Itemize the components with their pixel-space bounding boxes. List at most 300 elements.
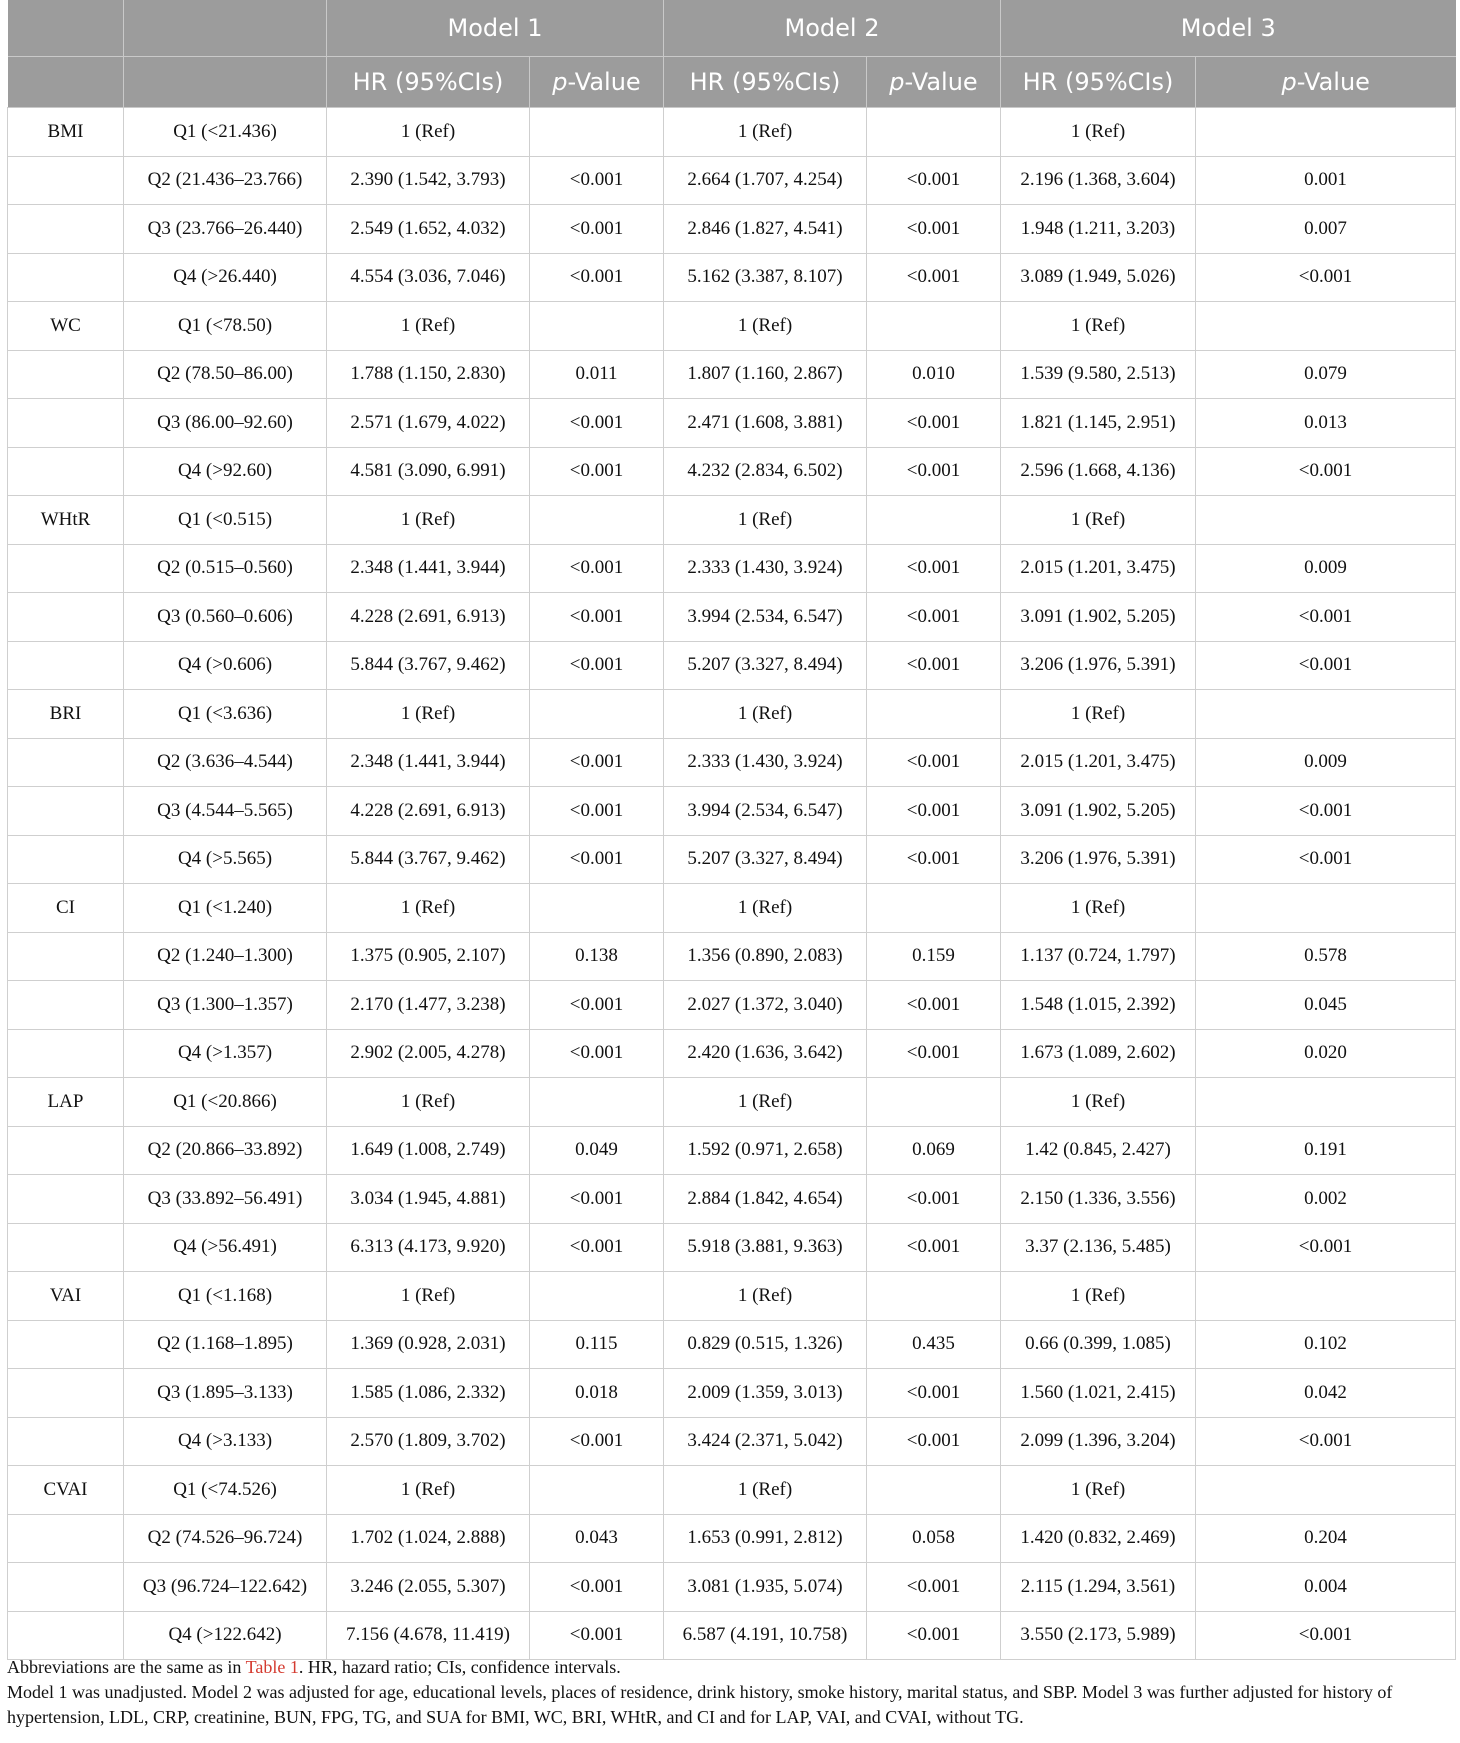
hr-model-3-cell: 1.548 (1.015, 2.392) (1001, 981, 1196, 1030)
hr-model-3-cell: 1.948 (1.211, 3.203) (1001, 205, 1196, 254)
pvalue-model-1-cell: <0.001 (530, 738, 664, 787)
quartile-cell: Q2 (1.240–1.300) (124, 932, 327, 981)
hr-model-1-cell: 1 (Ref) (327, 690, 530, 739)
hr-model-2-cell: 1 (Ref) (664, 690, 867, 739)
abbrev-prefix: Abbreviations are the same as in (7, 1657, 246, 1677)
quartile-cell: Q1 (<1.168) (124, 1272, 327, 1321)
pvalue-model-1-cell: <0.001 (530, 1223, 664, 1272)
header-blank-cell (124, 57, 327, 108)
hr-model-1-cell: 1 (Ref) (327, 302, 530, 351)
pvalue-model-3-cell: 0.013 (1196, 399, 1456, 448)
hr-model-2-cell: 2.420 (1.636, 3.642) (664, 1029, 867, 1078)
pvalue-model-3-cell: <0.001 (1196, 787, 1456, 836)
pvalue-model-1-cell: <0.001 (530, 156, 664, 205)
table-row (8, 108, 1456, 157)
quartile-cell: Q3 (4.544–5.565) (124, 787, 327, 836)
pvalue-model-2-cell (867, 302, 1001, 351)
hr-model-2-cell: 5.207 (3.327, 8.494) (664, 641, 867, 690)
pvalue-model-2-cell: 0.010 (867, 350, 1001, 399)
hr-model-3-cell: 3.091 (1.902, 5.205) (1001, 593, 1196, 642)
hr-model-2-cell: 1 (Ref) (664, 108, 867, 157)
table-row (8, 641, 1456, 690)
index-name-cell (8, 835, 124, 884)
pvalue-model-2-cell: <0.001 (867, 253, 1001, 302)
table-header (8, 0, 1456, 108)
pvalue-model-2-cell (867, 496, 1001, 545)
pvalue-model-3-cell: 0.191 (1196, 1126, 1456, 1175)
quartile-cell: Q3 (1.895–3.133) (124, 1369, 327, 1418)
hr-model-3-cell: 1.42 (0.845, 2.427) (1001, 1126, 1196, 1175)
table-row (8, 1369, 1456, 1418)
pvalue-model-1-cell (530, 1272, 664, 1321)
hr-model-2-cell: 1.592 (0.971, 2.658) (664, 1126, 867, 1175)
hr-model-3-cell: 2.196 (1.368, 3.604) (1001, 156, 1196, 205)
pvalue-model-2-cell: 0.435 (867, 1320, 1001, 1369)
table-row (8, 1223, 1456, 1272)
index-name-cell: BMI (8, 108, 124, 157)
pvalue-model-3-cell: 0.009 (1196, 544, 1456, 593)
index-name-cell: VAI (8, 1272, 124, 1321)
quartile-cell: Q2 (0.515–0.560) (124, 544, 327, 593)
pvalue-model-2-cell: <0.001 (867, 1029, 1001, 1078)
hr-model-1-cell: 1.585 (1.086, 2.332) (327, 1369, 530, 1418)
pvalue-model-2-cell (867, 1466, 1001, 1515)
pvalue-model-1-cell: <0.001 (530, 981, 664, 1030)
quartile-cell: Q3 (23.766–26.440) (124, 205, 327, 254)
hr-model-1-cell: 1 (Ref) (327, 1078, 530, 1127)
table-row (8, 350, 1456, 399)
hr-model-2-cell: 3.994 (2.534, 6.547) (664, 787, 867, 836)
pvalue-model-3-cell: 0.001 (1196, 156, 1456, 205)
hr-model-2-cell: 2.333 (1.430, 3.924) (664, 544, 867, 593)
table-row (8, 544, 1456, 593)
pvalue-model-1-cell: <0.001 (530, 1175, 664, 1224)
pvalue-model-2-cell (867, 690, 1001, 739)
hr-model-1-cell: 4.228 (2.691, 6.913) (327, 787, 530, 836)
pvalue-model-2-cell: <0.001 (867, 399, 1001, 448)
table-row (8, 1126, 1456, 1175)
hr-model-1-cell: 7.156 (4.678, 11.419) (327, 1611, 530, 1660)
quartile-cell: Q4 (>3.133) (124, 1417, 327, 1466)
models-note: Model 1 was unadjusted. Model 2 was adjusted for age, educational levels, places of residence, drink history, smoke history, marital status, and SBP. Model 3 was further adjusted for history of hypertension, LDL, CRP, creatinine, BUN, FPG, TG, and SUA for BMI, WC, BRI, WHtR, and CI and for LAP, VAI, and CVAI, without TG. (7, 1682, 1393, 1727)
hr-model-1-cell: 1.788 (1.150, 2.830) (327, 350, 530, 399)
pvalue-model-3-cell: <0.001 (1196, 835, 1456, 884)
pvalue-model-3-cell (1196, 690, 1456, 739)
hr-model-1-cell: 1 (Ref) (327, 1466, 530, 1515)
hr-model-3-cell: 1 (Ref) (1001, 690, 1196, 739)
index-name-cell (8, 787, 124, 836)
index-name-cell (8, 932, 124, 981)
hr-model-1-cell: 1 (Ref) (327, 108, 530, 157)
pvalue-model-2-cell: <0.001 (867, 156, 1001, 205)
hr-model-2-cell: 1 (Ref) (664, 1272, 867, 1321)
quartile-cell: Q1 (<21.436) (124, 108, 327, 157)
header-blank-cell (8, 57, 124, 108)
pvalue-model-3-cell (1196, 1466, 1456, 1515)
hr-model-3-cell: 3.089 (1.949, 5.026) (1001, 253, 1196, 302)
hr-model-1-cell: 3.034 (1.945, 4.881) (327, 1175, 530, 1224)
pvalue-model-1-cell: 0.011 (530, 350, 664, 399)
index-name-cell (8, 205, 124, 254)
hr-model-3-cell: 1.821 (1.145, 2.951) (1001, 399, 1196, 448)
quartile-cell: Q2 (74.526–96.724) (124, 1514, 327, 1563)
pvalue-model-2-cell: <0.001 (867, 738, 1001, 787)
hr-model-1-cell: 2.348 (1.441, 3.944) (327, 544, 530, 593)
hr-model-2-cell: 1.807 (1.160, 2.867) (664, 350, 867, 399)
pvalue-model-3-cell: 0.204 (1196, 1514, 1456, 1563)
abbrev-suffix: . HR, hazard ratio; CIs, confidence intervals. (298, 1657, 621, 1677)
pvalue-model-3-cell: <0.001 (1196, 593, 1456, 642)
pvalue-model-1-cell: <0.001 (530, 1611, 664, 1660)
hr-model-1-cell: 2.571 (1.679, 4.022) (327, 399, 530, 448)
quartile-cell: Q1 (<3.636) (124, 690, 327, 739)
pvalue-model-2-cell: <0.001 (867, 593, 1001, 642)
table-row (8, 1466, 1456, 1515)
table-footnotes (7, 1655, 1455, 1730)
pvalue-model-3-cell (1196, 1272, 1456, 1321)
quartile-cell: Q4 (>5.565) (124, 835, 327, 884)
hr-model-2-cell: 2.664 (1.707, 4.254) (664, 156, 867, 205)
quartile-cell: Q4 (>26.440) (124, 253, 327, 302)
hr-model-3-cell: 1.137 (0.724, 1.797) (1001, 932, 1196, 981)
index-name-cell (8, 738, 124, 787)
header-model-3: Model 3 (1001, 0, 1456, 57)
hr-model-3-cell: 1.420 (0.832, 2.469) (1001, 1514, 1196, 1563)
pvalue-model-3-cell: 0.042 (1196, 1369, 1456, 1418)
pvalue-model-2-cell: <0.001 (867, 1223, 1001, 1272)
p-suffix: -Value (567, 68, 641, 96)
index-name-cell (8, 1223, 124, 1272)
table-row (8, 1320, 1456, 1369)
hr-model-3-cell: 2.115 (1.294, 3.561) (1001, 1563, 1196, 1612)
hr-model-2-cell: 1 (Ref) (664, 1466, 867, 1515)
pvalue-model-3-cell (1196, 1078, 1456, 1127)
pvalue-model-3-cell: <0.001 (1196, 253, 1456, 302)
table-1-link[interactable]: Table 1 (245, 1657, 299, 1677)
quartile-cell: Q4 (>1.357) (124, 1029, 327, 1078)
index-name-cell: LAP (8, 1078, 124, 1127)
hr-model-3-cell: 2.099 (1.396, 3.204) (1001, 1417, 1196, 1466)
pvalue-model-2-cell: <0.001 (867, 1417, 1001, 1466)
pvalue-model-3-cell: 0.079 (1196, 350, 1456, 399)
pvalue-model-2-cell: <0.001 (867, 544, 1001, 593)
index-name-cell (8, 156, 124, 205)
quartile-cell: Q1 (<20.866) (124, 1078, 327, 1127)
hr-model-2-cell: 3.424 (2.371, 5.042) (664, 1417, 867, 1466)
p-suffix: -Value (1296, 68, 1370, 96)
pvalue-model-3-cell: <0.001 (1196, 1611, 1456, 1660)
hr-model-2-cell: 3.994 (2.534, 6.547) (664, 593, 867, 642)
table-row (8, 205, 1456, 254)
pvalue-model-1-cell: 0.138 (530, 932, 664, 981)
table-row (8, 1078, 1456, 1127)
hr-model-3-cell: 2.596 (1.668, 4.136) (1001, 447, 1196, 496)
table-row (8, 593, 1456, 642)
p-letter: p (1281, 68, 1297, 96)
quartile-cell: Q2 (1.168–1.895) (124, 1320, 327, 1369)
hazard-ratio-table (7, 0, 1456, 1660)
hr-model-3-cell: 1 (Ref) (1001, 496, 1196, 545)
table-body (8, 108, 1456, 1660)
abbreviations-note (7, 1655, 1455, 1680)
pvalue-model-2-cell: <0.001 (867, 835, 1001, 884)
hr-model-1-cell: 2.902 (2.005, 4.278) (327, 1029, 530, 1078)
hr-model-1-cell: 2.390 (1.542, 3.793) (327, 156, 530, 205)
hr-model-1-cell: 2.549 (1.652, 4.032) (327, 205, 530, 254)
hr-model-1-cell: 1.649 (1.008, 2.749) (327, 1126, 530, 1175)
quartile-cell: Q3 (86.00–92.60) (124, 399, 327, 448)
pvalue-model-3-cell: 0.002 (1196, 1175, 1456, 1224)
header-row-models (8, 0, 1456, 57)
quartile-cell: Q2 (3.636–4.544) (124, 738, 327, 787)
index-name-cell (8, 447, 124, 496)
hr-model-1-cell: 5.844 (3.767, 9.462) (327, 835, 530, 884)
pvalue-model-2-cell (867, 884, 1001, 933)
quartile-cell: Q4 (>92.60) (124, 447, 327, 496)
pvalue-model-2-cell: 0.058 (867, 1514, 1001, 1563)
hr-model-2-cell: 1 (Ref) (664, 302, 867, 351)
hr-model-2-cell: 2.027 (1.372, 3.040) (664, 981, 867, 1030)
pvalue-model-3-cell: <0.001 (1196, 641, 1456, 690)
pvalue-model-2-cell: 0.069 (867, 1126, 1001, 1175)
hr-model-3-cell: 3.206 (1.976, 5.391) (1001, 835, 1196, 884)
header-blank-cell (124, 0, 327, 57)
hr-model-2-cell: 2.333 (1.430, 3.924) (664, 738, 867, 787)
table-row (8, 253, 1456, 302)
header-model-1: Model 1 (327, 0, 664, 57)
hr-model-3-cell: 3.091 (1.902, 5.205) (1001, 787, 1196, 836)
quartile-cell: Q2 (20.866–33.892) (124, 1126, 327, 1175)
hr-model-3-cell: 3.206 (1.976, 5.391) (1001, 641, 1196, 690)
quartile-cell: Q2 (21.436–23.766) (124, 156, 327, 205)
quartile-cell: Q4 (>0.606) (124, 641, 327, 690)
hr-model-2-cell: 1.356 (0.890, 2.083) (664, 932, 867, 981)
quartile-cell: Q2 (78.50–86.00) (124, 350, 327, 399)
hr-model-3-cell: 1.673 (1.089, 2.602) (1001, 1029, 1196, 1078)
pvalue-model-3-cell: 0.009 (1196, 738, 1456, 787)
hr-model-3-cell: 1 (Ref) (1001, 1078, 1196, 1127)
pvalue-model-3-cell (1196, 302, 1456, 351)
hr-model-2-cell: 0.829 (0.515, 1.326) (664, 1320, 867, 1369)
hr-model-2-cell: 5.162 (3.387, 8.107) (664, 253, 867, 302)
pvalue-model-1-cell: 0.043 (530, 1514, 664, 1563)
pvalue-model-1-cell: <0.001 (530, 1563, 664, 1612)
hr-model-3-cell: 2.015 (1.201, 3.475) (1001, 544, 1196, 593)
pvalue-model-1-cell: <0.001 (530, 641, 664, 690)
pvalue-model-1-cell: <0.001 (530, 399, 664, 448)
hr-model-2-cell: 4.232 (2.834, 6.502) (664, 447, 867, 496)
hr-model-2-cell: 1 (Ref) (664, 884, 867, 933)
index-name-cell (8, 1369, 124, 1418)
hr-model-3-cell: 1.560 (1.021, 2.415) (1001, 1369, 1196, 1418)
hr-model-2-cell: 1.653 (0.991, 2.812) (664, 1514, 867, 1563)
hr-model-1-cell: 1 (Ref) (327, 1272, 530, 1321)
header-row-columns (8, 57, 1456, 108)
hr-model-1-cell: 5.844 (3.767, 9.462) (327, 641, 530, 690)
pvalue-model-2-cell: <0.001 (867, 641, 1001, 690)
index-name-cell: WC (8, 302, 124, 351)
pvalue-model-2-cell: <0.001 (867, 1611, 1001, 1660)
pvalue-model-2-cell (867, 1272, 1001, 1321)
pvalue-model-2-cell: 0.159 (867, 932, 1001, 981)
index-name-cell: WHtR (8, 496, 124, 545)
hr-model-2-cell: 2.471 (1.608, 3.881) (664, 399, 867, 448)
index-name-cell (8, 1611, 124, 1660)
pvalue-model-1-cell (530, 108, 664, 157)
index-name-cell (8, 1320, 124, 1369)
header-hr-model-3: HR (95%CIs) (1001, 57, 1196, 108)
table-row (8, 981, 1456, 1030)
hr-model-3-cell: 1.539 (9.580, 2.513) (1001, 350, 1196, 399)
table-row (8, 1514, 1456, 1563)
hr-model-3-cell: 1 (Ref) (1001, 1272, 1196, 1321)
index-name-cell (8, 593, 124, 642)
header-hr-model-1: HR (95%CIs) (327, 57, 530, 108)
hr-model-1-cell: 1.702 (1.024, 2.888) (327, 1514, 530, 1563)
table-row (8, 1611, 1456, 1660)
pvalue-model-1-cell (530, 690, 664, 739)
hr-model-2-cell: 5.918 (3.881, 9.363) (664, 1223, 867, 1272)
pvalue-model-3-cell (1196, 108, 1456, 157)
hr-model-1-cell: 2.348 (1.441, 3.944) (327, 738, 530, 787)
index-name-cell (8, 1563, 124, 1612)
index-name-cell (8, 544, 124, 593)
pvalue-model-3-cell: <0.001 (1196, 1417, 1456, 1466)
table-row (8, 690, 1456, 739)
index-name-cell (8, 1029, 124, 1078)
table-row (8, 835, 1456, 884)
table-row (8, 1563, 1456, 1612)
header-blank-cell (8, 0, 124, 57)
pvalue-model-1-cell: <0.001 (530, 544, 664, 593)
quartile-cell: Q1 (<78.50) (124, 302, 327, 351)
table-row (8, 1417, 1456, 1466)
pvalue-model-1-cell (530, 302, 664, 351)
pvalue-model-3-cell (1196, 496, 1456, 545)
hr-model-3-cell: 2.150 (1.336, 3.556) (1001, 1175, 1196, 1224)
index-name-cell (8, 981, 124, 1030)
pvalue-model-1-cell: <0.001 (530, 787, 664, 836)
table-row (8, 156, 1456, 205)
table-row (8, 447, 1456, 496)
hr-model-1-cell: 2.570 (1.809, 3.702) (327, 1417, 530, 1466)
index-name-cell (8, 641, 124, 690)
header-model-2: Model 2 (664, 0, 1001, 57)
p-letter: p (552, 68, 568, 96)
pvalue-model-3-cell: <0.001 (1196, 447, 1456, 496)
index-name-cell (8, 1514, 124, 1563)
pvalue-model-1-cell (530, 496, 664, 545)
table-row (8, 1029, 1456, 1078)
p-suffix: -Value (904, 68, 978, 96)
quartile-cell: Q3 (96.724–122.642) (124, 1563, 327, 1612)
pvalue-model-1-cell: <0.001 (530, 593, 664, 642)
pvalue-model-2-cell: <0.001 (867, 1563, 1001, 1612)
hr-model-2-cell: 1 (Ref) (664, 1078, 867, 1127)
p-letter: p (889, 68, 905, 96)
hr-model-3-cell: 1 (Ref) (1001, 302, 1196, 351)
header-pvalue-model-2 (867, 57, 1001, 108)
table-row (8, 496, 1456, 545)
table-row (8, 787, 1456, 836)
table-row (8, 1272, 1456, 1321)
table-row (8, 302, 1456, 351)
pvalue-model-1-cell: <0.001 (530, 1029, 664, 1078)
hr-model-1-cell: 1.369 (0.928, 2.031) (327, 1320, 530, 1369)
header-hr-model-2: HR (95%CIs) (664, 57, 867, 108)
pvalue-model-2-cell (867, 1078, 1001, 1127)
quartile-cell: Q4 (>122.642) (124, 1611, 327, 1660)
hr-model-1-cell: 4.581 (3.090, 6.991) (327, 447, 530, 496)
pvalue-model-3-cell: 0.007 (1196, 205, 1456, 254)
table-row (8, 738, 1456, 787)
pvalue-model-3-cell: 0.102 (1196, 1320, 1456, 1369)
index-name-cell (8, 350, 124, 399)
index-name-cell: BRI (8, 690, 124, 739)
pvalue-model-2-cell: <0.001 (867, 447, 1001, 496)
pvalue-model-1-cell (530, 1466, 664, 1515)
pvalue-model-1-cell: 0.115 (530, 1320, 664, 1369)
hr-model-3-cell: 1 (Ref) (1001, 108, 1196, 157)
hr-model-2-cell: 6.587 (4.191, 10.758) (664, 1611, 867, 1660)
hr-model-2-cell: 3.081 (1.935, 5.074) (664, 1563, 867, 1612)
header-pvalue-model-1 (530, 57, 664, 108)
pvalue-model-1-cell: <0.001 (530, 835, 664, 884)
quartile-cell: Q3 (33.892–56.491) (124, 1175, 327, 1224)
quartile-cell: Q3 (1.300–1.357) (124, 981, 327, 1030)
quartile-cell: Q1 (<1.240) (124, 884, 327, 933)
hr-model-1-cell: 1 (Ref) (327, 496, 530, 545)
hr-model-2-cell: 5.207 (3.327, 8.494) (664, 835, 867, 884)
pvalue-model-2-cell: <0.001 (867, 1369, 1001, 1418)
index-name-cell (8, 1126, 124, 1175)
pvalue-model-1-cell: 0.018 (530, 1369, 664, 1418)
pvalue-model-1-cell (530, 884, 664, 933)
pvalue-model-2-cell: <0.001 (867, 981, 1001, 1030)
index-name-cell: CVAI (8, 1466, 124, 1515)
hr-model-3-cell: 1 (Ref) (1001, 884, 1196, 933)
pvalue-model-3-cell: 0.004 (1196, 1563, 1456, 1612)
hr-model-2-cell: 2.884 (1.842, 4.654) (664, 1175, 867, 1224)
hr-model-3-cell: 3.37 (2.136, 5.485) (1001, 1223, 1196, 1272)
hr-model-1-cell: 1 (Ref) (327, 884, 530, 933)
pvalue-model-1-cell: <0.001 (530, 447, 664, 496)
pvalue-model-2-cell: <0.001 (867, 787, 1001, 836)
hr-model-3-cell: 0.66 (0.399, 1.085) (1001, 1320, 1196, 1369)
table-row (8, 1175, 1456, 1224)
quartile-cell: Q1 (<74.526) (124, 1466, 327, 1515)
table-row (8, 932, 1456, 981)
pvalue-model-1-cell (530, 1078, 664, 1127)
table-row (8, 399, 1456, 448)
index-name-cell (8, 399, 124, 448)
table-row (8, 884, 1456, 933)
pvalue-model-3-cell: 0.020 (1196, 1029, 1456, 1078)
pvalue-model-2-cell: <0.001 (867, 1175, 1001, 1224)
hr-model-1-cell: 4.554 (3.036, 7.046) (327, 253, 530, 302)
pvalue-model-2-cell: <0.001 (867, 205, 1001, 254)
pvalue-model-2-cell (867, 108, 1001, 157)
hr-model-1-cell: 3.246 (2.055, 5.307) (327, 1563, 530, 1612)
hr-model-3-cell: 2.015 (1.201, 3.475) (1001, 738, 1196, 787)
quartile-cell: Q4 (>56.491) (124, 1223, 327, 1272)
hr-model-1-cell: 1.375 (0.905, 2.107) (327, 932, 530, 981)
pvalue-model-1-cell: <0.001 (530, 253, 664, 302)
pvalue-model-1-cell: 0.049 (530, 1126, 664, 1175)
header-pvalue-model-3 (1196, 57, 1456, 108)
pvalue-model-1-cell: <0.001 (530, 205, 664, 254)
hr-model-1-cell: 6.313 (4.173, 9.920) (327, 1223, 530, 1272)
